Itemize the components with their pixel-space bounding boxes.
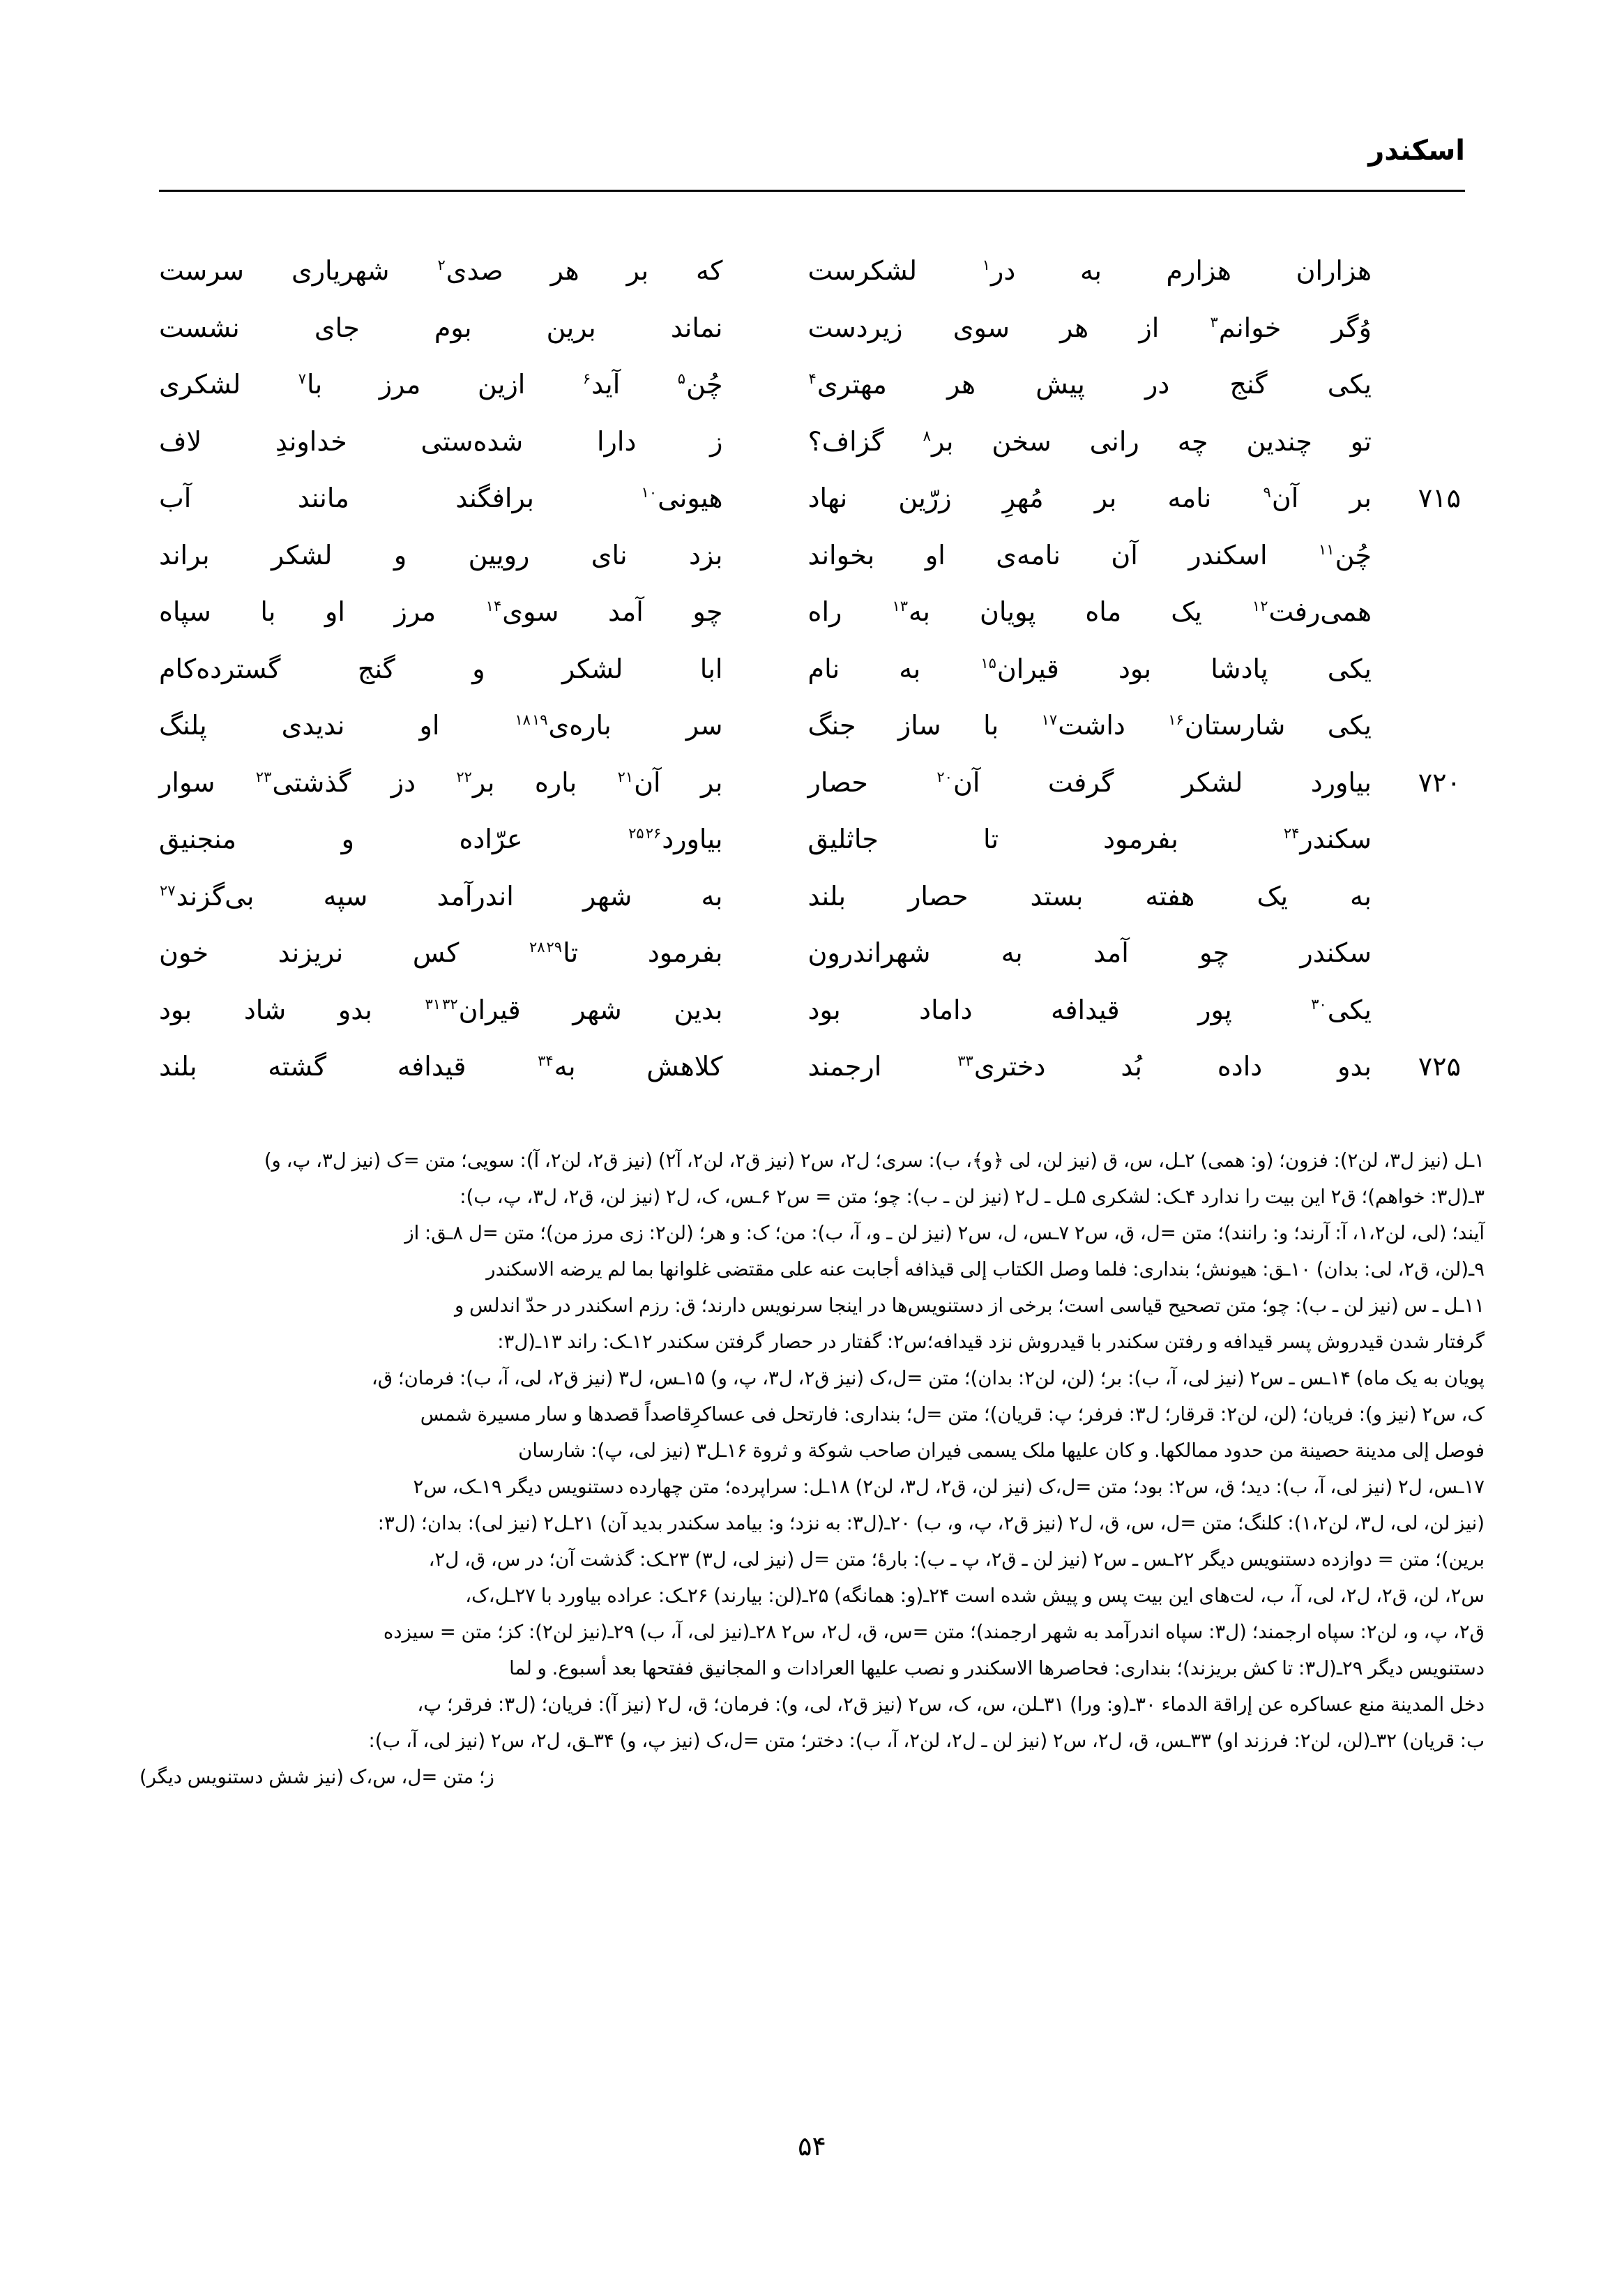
verse-line [159,245,1465,303]
hemistich-left [159,303,765,353]
verse-word: نماند [670,312,723,343]
verse-word: مرز [394,596,437,627]
hemistich-right [765,245,1383,296]
hemistich-left [159,587,765,637]
verse-word: کس [412,937,460,968]
verse-word: نریزند [278,937,344,968]
verse-word: به [701,880,723,912]
verse-word: گشته [268,1051,327,1082]
variant-marker: ۲۳ [255,768,272,785]
variant-marker: ۱۳ [892,598,908,615]
apparatus-line: (نیز لن، لی، ل۳، لن۱،۲): کلنگ؛ متن =ل، س، ق، ل۲ (نیز ق۲، پ، و، ب) ۲۰ـ(ل۳: به نزد؛ و: بیامد سکندر بدید آن) ۲۱ـل۲ (نیز لی): بدان؛ (ل۳: [377,1512,1485,1534]
variant-marker: ۸ [923,427,931,444]
verse-word: به$^{۱۳}$ [892,596,930,627]
variant-marker: ۳۴ [538,1052,554,1070]
verse-line [159,871,1465,928]
verse-word: بر$^{۲۲}$ [456,766,495,798]
hemistich-left [159,644,765,694]
verse-word: به$^{۳۴}$ [538,1051,576,1082]
apparatus-line: برین)؛ متن = دوازده دستنویس دیگر ۲۲ـس ـ س۲ (نیز لن ـ ق۲، پ ـ ب): بارهٔ؛ متن =ل (نیز لی، ل۳) ۲۳ـک: گذشت آن؛ در س، ق، ل۲، [428,1548,1485,1571]
apparatus-line: دستنویس دیگر ۲۹ـ(ل۳: تا کش بریزند)؛ بنداری: فحاصرها الاسکندر و نصب علیها العرادات و المجانیق ففتحها بعد أسبوع. و لما [509,1657,1485,1679]
verse-word: بر [626,255,649,286]
verse-line [159,757,1465,815]
verse-word: خوانم$^۳$ [1210,312,1282,343]
verse-word: ابا [699,653,723,684]
variant-marker: ۱۴ [485,598,502,615]
verse-word: بی‌گزند$^{۲۷}$ [160,880,255,912]
verse-word: گنج [357,653,395,684]
hemistich-left [159,1041,765,1091]
verse-word: قیران$^{۱۵}$ [980,653,1059,684]
verse-word: بود [1118,653,1152,684]
verse-word: نشست [159,312,240,343]
verse-word: او [325,596,345,627]
apparatus-line: پویان به یک ماه) ۱۴ـس ـ س۲ (نیز لی، آ، ب): بر؛ (لن، لن۲: بدان)؛ متن =ل،ک (نیز ق۲، ل۳، پ، و) ۱۵ـس، ل۳ (نیز ق۲، لی، آ، ب): فرمان؛ ق، [371,1367,1485,1389]
verse-word: جاثلیق [807,824,879,854]
verse-word: داشت$^{۱۷}$ [1041,710,1125,741]
verse-word: سوی [953,312,1010,343]
verse-word: هر [1060,312,1089,343]
verse-word: داده [1217,1051,1263,1082]
verse-word: پویان [980,596,1036,627]
verse-line [159,587,1465,644]
verse-word: و [393,539,407,570]
verse-line [159,814,1465,871]
verse-word: چُن$^{۱۱}$ [1319,539,1372,570]
variant-marker: ۵ [677,370,686,388]
apparatus-line: ک، س۲ (نیز و): فریان؛ (لن، لن۲: قرقار؛ ل۳: فرفر؛ پ: قریان)؛ متن =ل؛ بنداری: فارتحل فی عساکرِقاصداً قصدها و سار مسیرة شمس [420,1403,1485,1426]
variant-marker: ۱۶ [1168,711,1184,729]
verse-word: از [1139,312,1160,343]
verse-word: بیاورد$^{۲۵۲۶}$ [628,824,723,854]
variant-marker: ۲۰ [936,768,953,785]
verse-word: گذشتی$^{۲۳}$ [255,766,351,798]
verse-word: هزاران [1296,255,1372,286]
verse-word: مهتری$^۴$ [808,369,887,400]
hemistich-left [159,245,765,296]
variant-marker: ۲ [437,257,446,274]
hemistich-left [159,530,765,580]
verse-word: پادشا [1211,653,1268,684]
variant-marker: ۲۹ [546,939,563,956]
verse-word: نهاد [807,483,848,513]
verse-word: شهر [583,880,632,912]
verse-word: سوار [159,766,215,798]
verse-number: ۷۱۵ [1418,483,1461,513]
variant-marker: ۳۳ [957,1052,973,1070]
variant-marker: ۷ [298,370,307,388]
apparatus-line: گرفتار شدن قیدروش پسر قیدافه و رفتن سکندر با قیدروش نزد قیدافه؛س۲: گفتار در حصار گرفتن سکندر ۱۲ـک: راند ۱۳ـ(ل۳: [497,1331,1485,1353]
verse-word: بخواند [807,539,875,570]
verse-word: یک [1257,880,1289,912]
variant-marker: ۱۵ [980,654,996,672]
apparatus-line: ۳ـ(ل۳: خواهم)؛ ق۲ این بیت را ندارد ۴ـک: لشکری ۵ـل ـ ل۲ (نیز لن ـ ب): چو؛ متن = س۲ ۶ـس، ک، ل۲ (نیز لن، ق۲، ل۳، پ، ب): [460,1186,1485,1208]
verse-word: بدو [1337,1051,1372,1082]
variant-marker: ۳۲ [442,995,458,1013]
verse-word: تا$^{۲۸۲۹}$ [529,937,579,968]
hemistich-right [765,359,1383,409]
verse-word: کلاهش [646,1051,723,1082]
verse-word: او [419,710,440,741]
verse-word: بدین [674,994,723,1025]
verse-word: پور [1198,994,1232,1025]
verse-word: لشکری [159,369,241,400]
verse-word: بوم [434,312,472,343]
verse-block [159,245,1465,1098]
verse-word: صدی$^۲$ [437,255,503,286]
hemistich-left [159,757,765,808]
verse-word: ندیدی [281,710,345,741]
verse-word: در$^۱$ [982,255,1016,286]
verse-word: بفرمود [1103,824,1178,854]
hemistich-right [765,303,1383,353]
hemistich-left [159,416,765,467]
verse-word: عرّاده [459,824,523,854]
verse-word: خون [159,937,209,968]
verse-word: یکی [1327,653,1372,684]
verse-word: رانی [1089,425,1139,457]
variant-marker: ۲۸ [529,939,545,956]
verse-word: زرّین [898,483,952,513]
verse-word: با [260,596,276,627]
verse-word: گنج [1229,369,1268,400]
verse-word: اندرآمد [437,880,514,912]
verse-line [159,985,1465,1042]
variant-marker: ۴ [808,370,817,388]
variant-marker: ۱۱ [1319,541,1335,558]
apparatus-line: فوصل إلی مدینة حصینة من حدود ممالکها. و کان علیها ملک یسمی فیران صاحب شوکة و ثروة ۱۶ـل۳ (نیز لی، پ): شارسان [518,1439,1485,1462]
verse-word: حصار [908,880,969,912]
verse-word: بلند [159,1051,197,1082]
verse-word: آن$^۹$ [1263,483,1299,513]
verse-word: قیران$^{۳۱۳۲}$ [425,994,521,1025]
variant-marker: ۲۱ [617,768,634,785]
hemistich-left [159,473,765,523]
verse-word: تا [982,824,999,854]
variant-marker: ۹ [1263,484,1271,501]
variant-marker: ۳۱ [425,995,441,1013]
verse-word: ماه [1085,596,1122,627]
verse-word: آن$^{۲۱}$ [617,766,661,798]
verse-word: سکندر [1300,937,1372,968]
verse-word: حصار [807,766,868,798]
variant-marker: ۱ [982,257,991,274]
variant-marker: ۳۰ [1311,995,1327,1013]
verse-word: خداوندِ [275,425,347,457]
verse-word: بر [700,766,723,798]
verse-word: نای [591,539,628,570]
verse-word: تو [1350,425,1372,457]
verse-word: وُگر [1331,312,1372,343]
verse-word: لشکر [561,653,623,684]
verse-word: نامه‌ی [996,539,1061,570]
verse-word: هزارم [1166,255,1231,286]
verse-word: در [1144,369,1170,400]
verse-word: آمد [1093,937,1129,968]
variant-marker: ۱۲ [1252,598,1268,615]
apparatus-line: ۱۱ـل ـ س (نیز لن ـ ب): چو؛ متن تصحیح قیاسی است؛ برخی از دستنویس‌ها در اینجا سرنویس دارند؛ ق: رزم اسکندر در حدّ اندلس و [455,1294,1485,1317]
verse-word: دز [390,766,416,798]
verse-word: قیدافه [397,1051,466,1082]
verse-word: لشکر [271,539,333,570]
apparatus-line: دخل المدینة منع عساکره عن إراقة الدماء ۳۰ـ(و: ورا) ۳۱ـلن، س، ک، س۲ (نیز ق۲، لی، و): فرمان؛ ق، ل۲ (نیز آ): فریان؛ (ل۳: فرقر؛ پ، [417,1693,1485,1716]
verse-word: سپاه [159,596,211,627]
verse-word: بلند [807,880,847,912]
verse-word: باره [534,766,577,798]
verse-word: پلنگ [159,710,207,741]
verse-word: اسکندر [1188,539,1268,570]
verse-word: یکی [1327,369,1372,400]
verse-word: سوی$^{۱۴}$ [485,596,559,627]
verse-word: بر$^۸$ [923,425,954,457]
verse-word: با$^۷$ [298,369,323,400]
verse-line [159,416,1465,474]
verse-word: راه [807,596,842,627]
verse-word: یکی [1327,710,1372,741]
hemistich-right [765,985,1383,1035]
hemistich-left [159,928,765,978]
variant-marker: ۳ [1210,313,1218,331]
verse-word: گزاف؟ [807,425,884,457]
variant-marker: ۱۹ [531,711,548,729]
verse-word: شهر [572,994,622,1025]
verse-word: ساز [897,710,941,741]
verse-word: جنگ [807,710,856,741]
verse-word: هفته [1145,880,1195,912]
verse-word: چو [1199,937,1230,968]
verse-word: با [983,710,999,741]
verse-word: مانند [297,483,349,513]
verse-word: پیش [1035,369,1085,400]
verse-word: آید$^۶$ [582,369,621,400]
verse-word: سپه [323,880,368,912]
hemistich-right [765,871,1383,921]
apparatus-line: ز؛ متن =ل، س،ک (نیز شش دستنویس دیگر) [139,1766,494,1788]
variant-marker: ۱۸ [515,711,531,729]
verse-line [159,473,1465,530]
apparatus-line: ۹ـ(لن، ق۲، لی: بدان) ۱۰ـق: هیونش؛ بنداری: فلما وصل الکتاب إلی قیذافه أجابت عنه علی مقتضی غلوانها بما لم یرضه الاسکندر [486,1258,1485,1280]
verse-line [159,644,1465,701]
verse-word: دختری$^{۳۳}$ [957,1051,1046,1082]
verse-word: یک [1171,596,1202,627]
verse-word: بفرمود [647,937,723,968]
variant-marker: ۲۵ [628,825,644,842]
hemistich-right [765,814,1383,864]
hemistich-right [765,473,1383,523]
apparatus-line: ۱ـل (نیز ل۳، لن۲): فزون؛ (و: همی) ۲ـل، س، ق (نیز لن، لی ﴿و﴾، ب): سری؛ ل۲، س۲ (نیز ق۲، لن۲، آ۲) (نیز ق۲، لن۲، آ): سویی؛ متن =ک (نیز ل۳، پ، و) [264,1149,1485,1172]
hemistich-left [159,359,765,409]
verse-word: بر [1094,483,1117,513]
verse-word: سکندر$^{۲۴}$ [1283,824,1372,854]
verse-word: به [899,653,921,684]
verse-word: قیدافه [1050,994,1120,1025]
verse-word: و [472,653,485,684]
folio-number: ۵۴ [798,2131,826,2161]
verse-line [159,928,1465,985]
verse-word: آن$^{۲۰}$ [936,766,980,798]
verse-word: آب [159,483,192,513]
hemistich-right [765,530,1383,580]
verse-word: لشکرست [807,255,918,286]
verse-word: هر [947,369,976,400]
apparatus-line: ۱۷ـس، ل۲ (نیز لی، آ، ب): دید؛ ق، س۲: بود؛ متن =ل،ک (نیز لن، ق۲، ل۳، لن۲) ۱۸ـل: سراپرده؛ متن چهارده دستنویس دیگر ۱۹ـک، س۲ [413,1476,1485,1498]
hemistich-right [765,757,1383,808]
verse-word: زیردست [807,312,903,343]
verse-word: هر [550,255,579,286]
header-rule [159,190,1465,192]
verse-word: مرز [379,369,421,400]
verse-word: برافگند [455,483,535,513]
verse-word: دارا [596,425,637,457]
verse-word: گرفت [1047,766,1114,798]
verse-word: شارستان$^{۱۶}$ [1168,710,1286,741]
verse-word: بدو [337,994,372,1025]
verse-word: رویین [468,539,530,570]
verse-word: مُهرِ [1002,483,1044,513]
verse-word: شده‌ستی [420,425,524,457]
hemistich-right [765,587,1383,637]
variant-marker: ۲۴ [1283,825,1300,842]
verse-word: جای [314,312,360,343]
verse-line [159,359,1465,416]
hemistich-left [159,985,765,1035]
verse-word: چه [1177,425,1208,457]
verse-word: نام [807,653,840,684]
hemistich-right [765,928,1383,978]
verse-word: هیونی$^{۱۰}$ [641,483,723,513]
hemistich-right [765,416,1383,467]
verse-word: منجنیق [159,824,236,854]
verse-word: ز [710,425,723,457]
hemistich-left [159,871,765,921]
variant-marker: ۱۰ [641,484,658,501]
verse-word: نامه [1167,483,1212,513]
hemistich-left [159,700,765,750]
verse-line [159,530,1465,587]
verse-word: لاف [159,425,202,457]
verse-word: به [1350,880,1372,912]
verse-word: بر [1349,483,1372,513]
verse-word: بیاورد [1310,766,1372,798]
verse-word: چو [692,596,723,627]
verse-word: و [341,824,354,854]
verse-word: سر [685,710,723,741]
variant-marker: ۲۷ [160,882,176,899]
hemistich-right [765,1041,1383,1091]
verse-word: ازین [477,369,526,400]
verse-word: برین [546,312,596,343]
verse-word: همی‌رفت$^{۱۲}$ [1252,596,1372,627]
verse-word: بود [159,994,192,1025]
hemistich-right [765,700,1383,750]
apparatus-line: ب: قریان) ۳۲ـ(لن، لن۲: فرزند او) ۳۳ـس، ق، ل۲، س۲ (نیز لن ـ ل۲، لن۲، آ، ب): دختر؛ متن =ل،ک (نیز پ، و) ۳۴ـق، ل۲، س۲ (نیز لی، آ، ب): [368,1730,1485,1752]
verse-line [159,700,1465,757]
verse-word: بود [807,994,841,1025]
verse-number: ۷۲۵ [1418,1051,1461,1082]
verse-number: ۷۲۰ [1418,766,1461,798]
running-title: اسکندر [1368,135,1465,167]
verse-word: آمد [607,596,644,627]
verse-word: چُن$^۵$ [677,369,723,400]
verse-word: به [1001,937,1023,968]
verse-word: بُد [1121,1051,1142,1082]
variant-marker: ۱۷ [1041,711,1058,729]
apparatus-line: س۲، لن، ق۲، ل۲، لی، آ، ب، لت‌های این بیت پس و پیش شده است ۲۴ـ(و: همانگه) ۲۵ـ(لن: بیارند) ۲۶ـک: عراده بیاورد با ۲۷ـل،ک، [465,1585,1485,1607]
verse-word: سخن [992,425,1052,457]
verse-word: ارجمند [807,1051,882,1082]
hemistich-right [765,644,1383,694]
verse-word: شاد [243,994,287,1025]
verse-word: یکی$^{۳۰}$ [1311,994,1372,1025]
apparatus-line: ق۲، پ، و، لن۲: سپاه ارجمند؛ (ل۳: سپاه اندرآمد به شهر ارجمند)؛ متن =س، ق، ل۲، س۲ ۲۸ـ(نیز لی، آ، ب) ۲۹ـ(نیز لن۲): کز؛ متن = سیزده [383,1621,1485,1643]
critical-apparatus [139,1142,1485,1795]
verse-word: داماد [919,994,973,1025]
verse-word: او [925,539,946,570]
verse-word: باره‌ی$^{۱۸۱۹}$ [515,710,612,741]
verse-line [159,1041,1465,1098]
verse-word: لشکر [1181,766,1243,798]
variant-marker: ۶ [582,370,591,388]
verse-word: بستد [1030,880,1084,912]
verse-word: گسترده‌کام [159,653,281,684]
verse-line [159,303,1465,360]
verse-word: که [696,255,723,286]
verse-word: بزد [689,539,723,570]
verse-word: سرست [159,255,245,286]
verse-word: چندین [1246,425,1312,457]
verse-word: آن [1111,539,1138,570]
verse-word: به [1079,255,1102,286]
variant-marker: ۲۶ [645,825,662,842]
verse-word: شهریاری [291,255,390,286]
verse-word: شهراندرون [807,937,931,968]
verse-word: براند [159,539,210,570]
apparatus-line: آیند؛ (لی، لن۱،۲، آ: آرند؛ و: رانند)؛ متن =ل، ق، س۲ ۷ـس، ل، س۲ (نیز لن ـ و، آ، ب): من؛ ک: و هر؛ (لن۲: زی مرز من)؛ متن =ل ۸ـق: از [404,1222,1485,1244]
hemistich-left [159,814,765,864]
variant-marker: ۲۲ [456,768,472,785]
